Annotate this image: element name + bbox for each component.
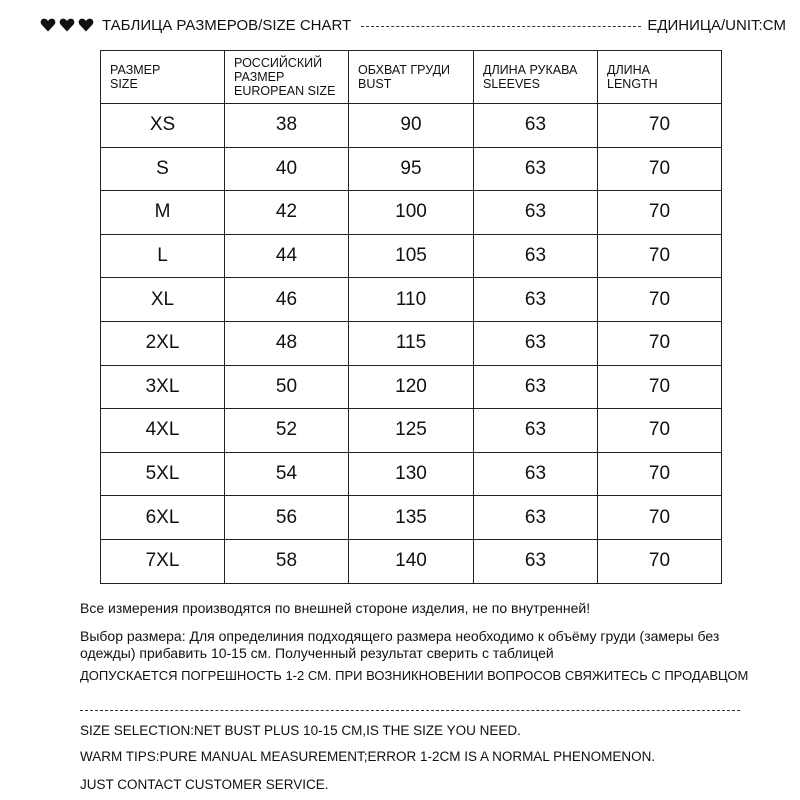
header-row: [101, 51, 722, 104]
table-row: [101, 452, 722, 496]
cell-european-size: 46: [225, 278, 349, 322]
cell-sleeves: 63: [474, 147, 598, 191]
cell-sleeves: 63: [474, 365, 598, 409]
cell-bust: 125: [349, 409, 474, 453]
cell-european-size: 52: [225, 409, 349, 453]
table-body: [101, 104, 722, 584]
cell-european-size: 48: [225, 321, 349, 365]
note-outside-measurement: Все измерения производятся по внешней стороне изделия, не по внутренней!: [80, 600, 591, 616]
hearts-group: [40, 17, 94, 33]
table-row: [101, 539, 722, 583]
cell-size: S: [101, 147, 225, 191]
cell-length: 70: [598, 104, 722, 148]
cell-size: 3XL: [101, 365, 225, 409]
cell-bust: 105: [349, 234, 474, 278]
heart-icon: [78, 17, 94, 33]
cell-sleeves: 63: [474, 496, 598, 540]
cell-size: M: [101, 191, 225, 235]
cell-length: 70: [598, 278, 722, 322]
size-table: [100, 50, 722, 584]
cell-bust: 115: [349, 321, 474, 365]
note-warm-tips-en: WARM TIPS:PURE MANUAL MEASUREMENT;ERROR 1-2CM IS A NORMAL PHENOMENON.: [80, 749, 656, 764]
cell-european-size: 40: [225, 147, 349, 191]
header-bust: ОБХВАТ ГРУДИ BUST: [349, 51, 474, 104]
cell-bust: 135: [349, 496, 474, 540]
cell-length: 70: [598, 147, 722, 191]
chart-title: ТАБЛИЦА РАЗМЕРОВ/SIZE CHART: [102, 16, 352, 34]
cell-european-size: 56: [225, 496, 349, 540]
table-row: [101, 191, 722, 235]
cell-bust: 140: [349, 539, 474, 583]
cell-sleeves: 63: [474, 539, 598, 583]
cell-size: 6XL: [101, 496, 225, 540]
cell-size: 5XL: [101, 452, 225, 496]
heart-icon: [59, 17, 75, 33]
cell-size: 7XL: [101, 539, 225, 583]
note-tolerance-ru: ДОПУСКАЕТСЯ ПОГРЕШНОСТЬ 1-2 СМ. ПРИ ВОЗНИКНОВЕНИИ ВОПРОСОВ СВЯЖИТЕСЬ С ПРОДАВЦОМ: [80, 668, 749, 683]
table-row: [101, 234, 722, 278]
cell-sleeves: 63: [474, 321, 598, 365]
cell-length: 70: [598, 539, 722, 583]
cell-size: L: [101, 234, 225, 278]
cell-bust: 100: [349, 191, 474, 235]
table-row: [101, 147, 722, 191]
table-header: [101, 51, 722, 104]
cell-sleeves: 63: [474, 191, 598, 235]
cell-bust: 130: [349, 452, 474, 496]
cell-length: 70: [598, 409, 722, 453]
header-divider: [361, 26, 641, 27]
cell-bust: 110: [349, 278, 474, 322]
heart-icon: [40, 17, 56, 33]
cell-sleeves: 63: [474, 278, 598, 322]
cell-length: 70: [598, 452, 722, 496]
note-size-selection-en: SIZE SELECTION:NET BUST PLUS 10-15 CM,IS THE SIZE YOU NEED.: [80, 723, 521, 738]
cell-sleeves: 63: [474, 104, 598, 148]
table-row: [101, 278, 722, 322]
chart-header: [40, 10, 786, 40]
cell-bust: 95: [349, 147, 474, 191]
table-row: [101, 104, 722, 148]
cell-european-size: 38: [225, 104, 349, 148]
cell-european-size: 50: [225, 365, 349, 409]
cell-size: XS: [101, 104, 225, 148]
table-row: [101, 321, 722, 365]
cell-length: 70: [598, 496, 722, 540]
cell-sleeves: 63: [474, 452, 598, 496]
cell-bust: 120: [349, 365, 474, 409]
table-row: [101, 409, 722, 453]
cell-european-size: 54: [225, 452, 349, 496]
cell-length: 70: [598, 321, 722, 365]
table-row: [101, 365, 722, 409]
cell-sleeves: 63: [474, 409, 598, 453]
cell-european-size: 58: [225, 539, 349, 583]
header-european-size: РОССИЙСКИЙ РАЗМЕР EUROPEAN SIZE: [225, 51, 349, 104]
notes-divider: [80, 710, 740, 711]
cell-european-size: 44: [225, 234, 349, 278]
note-size-selection-ru: Выбор размера: Для определиния подходящего размера необходимо к объёму груди (замеры без одежды) прибавить 10-15 см. Полученный результат сверить с таблицей: [80, 628, 720, 661]
cell-length: 70: [598, 365, 722, 409]
cell-length: 70: [598, 191, 722, 235]
cell-size: 2XL: [101, 321, 225, 365]
header-length: ДЛИНА LENGTH: [598, 51, 722, 104]
cell-length: 70: [598, 234, 722, 278]
header-sleeves: ДЛИНА РУКАВА SLEEVES: [474, 51, 598, 104]
header-size: РАЗМЕР SIZE: [101, 51, 225, 104]
note-contact-en: JUST CONTACT CUSTOMER SERVICE.: [80, 777, 329, 792]
table-row: [101, 496, 722, 540]
cell-sleeves: 63: [474, 234, 598, 278]
cell-european-size: 42: [225, 191, 349, 235]
cell-size: 4XL: [101, 409, 225, 453]
cell-bust: 90: [349, 104, 474, 148]
unit-label: ЕДИНИЦА/UNIT:CM: [647, 16, 786, 34]
cell-size: XL: [101, 278, 225, 322]
